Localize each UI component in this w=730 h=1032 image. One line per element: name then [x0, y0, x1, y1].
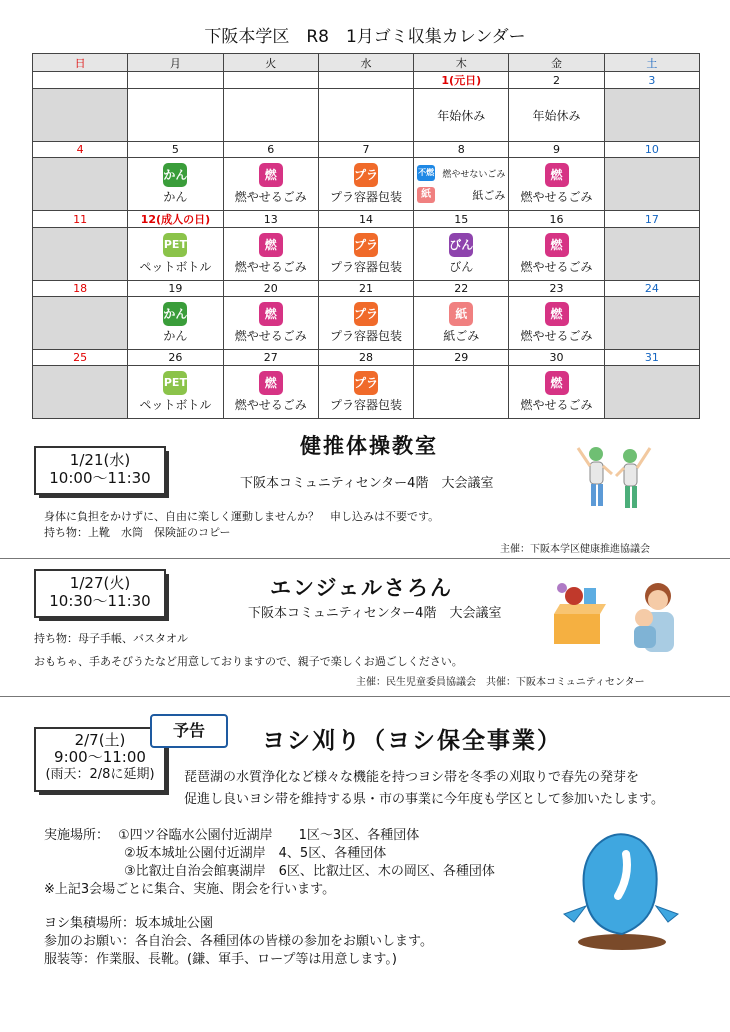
- collection-cell: [128, 366, 223, 419]
- date-cell: 21: [318, 281, 413, 297]
- event2-description: おもちゃ、手あそびうたなど用意しておりますので、親子で楽しくお過ごしください。: [34, 655, 463, 668]
- empty-cell: [604, 366, 699, 419]
- collection-cell: [223, 228, 318, 281]
- plastic-icon: プラ: [354, 302, 378, 326]
- weekday-sun: 日: [33, 54, 128, 72]
- date-cell: 31: [604, 350, 699, 366]
- collection-label: ペットボトル: [139, 398, 212, 412]
- date-cell: 17: [604, 211, 699, 228]
- date-cell: 11: [33, 211, 128, 228]
- date-cell: 3: [604, 72, 699, 89]
- collection-cell: [414, 89, 509, 142]
- empty-cell: [33, 158, 128, 211]
- event1-bring: 持ち物：上靴 水筒 保険証のコピー: [44, 526, 231, 539]
- date-cell: [33, 72, 128, 89]
- weekday-fri: 金: [509, 54, 604, 72]
- venue-item: ③比叡辻自治会館裏湖岸 6区、比叡辻区、木の岡区、各種団体: [124, 864, 495, 879]
- collection-label: かん: [163, 190, 188, 204]
- date-cell: 23: [509, 281, 604, 297]
- empty-cell: [604, 228, 699, 281]
- event2-date: 1/27(火): [69, 574, 131, 592]
- date-cell: 7: [318, 142, 413, 158]
- date-cell: 15: [414, 211, 509, 228]
- collection-label: かん: [163, 329, 188, 343]
- collection-cell: [223, 297, 318, 350]
- empty-cell: [414, 366, 509, 419]
- page-title: 下阪本学区 R8 1月ゴミ収集カレンダー: [204, 27, 526, 47]
- weekday-thu: 木: [414, 54, 509, 72]
- pet-bottle-icon: PET: [163, 233, 187, 257]
- collection-cell: [318, 228, 413, 281]
- event1-description: 身体に負担をかけずに、自由に楽しく運動しませんか？ 申し込みは不要です。: [44, 510, 440, 523]
- burnable-icon: 燃: [545, 163, 569, 187]
- collection-label: 紙ごみ: [472, 189, 506, 202]
- collection-cell: [509, 89, 604, 142]
- collection-cell: [128, 297, 223, 350]
- event2-host: 主催：民生児童委員協議会 共催：下阪本コミュニティセンター: [356, 677, 645, 688]
- section-divider: [0, 696, 730, 697]
- collection-cell: [509, 228, 604, 281]
- date-cell: 19: [128, 281, 223, 297]
- weekday-wed: 水: [318, 54, 413, 72]
- date-cell: [318, 72, 413, 89]
- date-cell: 20: [223, 281, 318, 297]
- plastic-icon: プラ: [354, 163, 378, 187]
- non-burnable-icon: 不燃: [417, 165, 435, 181]
- can-icon: かん: [163, 302, 187, 326]
- event2-datetime-box: [34, 569, 166, 618]
- event1-title: 健推体操教室: [300, 434, 438, 458]
- collection-cell: [128, 228, 223, 281]
- event3-rain-date: (雨天：2/8に延期): [45, 767, 155, 782]
- collection-label: 燃やせるごみ: [234, 190, 307, 204]
- event2-title: エンジェルさろん: [270, 576, 454, 600]
- collection-label: プラ容器包装: [329, 329, 402, 343]
- exercise-illustration: [572, 440, 656, 512]
- date-cell: 5: [128, 142, 223, 158]
- plastic-icon: プラ: [354, 233, 378, 257]
- date-cell: 24: [604, 281, 699, 297]
- event3-title: ヨシ刈り（ヨシ保全事業）: [262, 728, 562, 754]
- burnable-icon: 燃: [259, 302, 283, 326]
- venue-item: ①四ツ谷臨水公園付近湖岸 1区～3区、各種団体: [118, 828, 420, 843]
- collection-cell: [223, 158, 318, 211]
- collection-label: 燃やせるごみ: [520, 398, 593, 412]
- paper-icon: 紙: [417, 187, 435, 203]
- event1-time: 10:00～11:30: [49, 469, 151, 487]
- collection-cell: [318, 297, 413, 350]
- participation-request: 参加のお願い：各自治会、各種団体の皆様の参加をお願いします。: [44, 934, 433, 949]
- date-cell: 4: [33, 142, 128, 158]
- date-cell: [128, 72, 223, 89]
- burnable-icon: 燃: [259, 371, 283, 395]
- plastic-icon: プラ: [354, 371, 378, 395]
- collection-label: 燃やせるごみ: [520, 329, 593, 343]
- date-cell: 22: [414, 281, 509, 297]
- date-cell: 26: [128, 350, 223, 366]
- collection-label: プラ容器包装: [329, 260, 402, 274]
- pet-bottle-icon: PET: [163, 371, 187, 395]
- collection-cell: [414, 228, 509, 281]
- collection-cell: [318, 366, 413, 419]
- venue-note: ※上記3会場ごとに集合、実施、閉会を行います。: [44, 882, 336, 897]
- collection-cell: [223, 366, 318, 419]
- event3-desc-line1: 琵琶湖の水質浄化など様々な機能を持つヨシ帯を冬季の刈取りで春先の発芽を: [184, 770, 640, 785]
- date-cell-holiday: 12(成人の日): [128, 211, 223, 228]
- bottle-icon: びん: [449, 233, 473, 257]
- empty-cell: [33, 297, 128, 350]
- can-icon: かん: [163, 163, 187, 187]
- event1-place: 下阪本コミュニティセンター4階 大会議室: [240, 476, 494, 491]
- collection-label: びん: [449, 260, 474, 274]
- new-year-holiday-label: 年始休み: [437, 108, 486, 123]
- empty-cell: [318, 89, 413, 142]
- collection-label: 燃やせないごみ: [442, 169, 506, 180]
- event1-date: 1/21(水): [69, 451, 131, 469]
- weekday-tue: 火: [223, 54, 318, 72]
- date-cell: 10: [604, 142, 699, 158]
- collection-cell: [509, 366, 604, 419]
- collection-yard: ヨシ集積場所：坂本城址公園: [44, 916, 214, 931]
- event3-date: 2/7(土): [74, 731, 126, 749]
- empty-cell: [223, 89, 318, 142]
- burnable-icon: 燃: [545, 302, 569, 326]
- paper-icon: 紙: [449, 302, 473, 326]
- date-cell: 6: [223, 142, 318, 158]
- date-cell: 25: [33, 350, 128, 366]
- venue-label: 実施場所：: [44, 828, 110, 843]
- empty-cell: [33, 89, 128, 142]
- burnable-icon: 燃: [259, 163, 283, 187]
- burnable-icon: 燃: [545, 371, 569, 395]
- empty-cell: [604, 158, 699, 211]
- date-cell: 13: [223, 211, 318, 228]
- section-divider: [0, 558, 730, 559]
- empty-cell: [128, 89, 223, 142]
- collection-label: 燃やせるごみ: [520, 260, 593, 274]
- clothing-info: 服装等：作業服、長靴。(鎌、軍手、ロープ等は用意します。): [44, 952, 397, 967]
- date-cell: 14: [318, 211, 413, 228]
- weekday-mon: 月: [128, 54, 223, 72]
- collection-cell: [414, 158, 509, 211]
- date-cell: 16: [509, 211, 604, 228]
- collection-cell: [318, 158, 413, 211]
- date-cell: 28: [318, 350, 413, 366]
- event1-host: 主催：下阪本学区健康推進協議会: [500, 544, 650, 555]
- venue-item: ②坂本城址公園付近湖岸 4、5区、各種団体: [124, 846, 387, 861]
- notice-badge: 予告: [150, 714, 228, 748]
- burnable-icon: 燃: [545, 233, 569, 257]
- empty-cell: [604, 297, 699, 350]
- weekday-header-row: [33, 54, 700, 72]
- event3-time: 9:00～11:00: [54, 748, 146, 766]
- date-cell: 8: [414, 142, 509, 158]
- event3-desc-line2: 促進し良いヨシ帯を維持する県・市の事業に今年度も学区として参加いたします。: [184, 792, 664, 807]
- date-cell: [223, 72, 318, 89]
- date-cell: 2: [509, 72, 604, 89]
- burnable-icon: 燃: [259, 233, 283, 257]
- date-cell-holiday: 1(元日): [414, 72, 509, 89]
- collection-label: 燃やせるごみ: [520, 190, 593, 204]
- date-cell: 30: [509, 350, 604, 366]
- date-cell: 18: [33, 281, 128, 297]
- collection-label: 燃やせるごみ: [234, 398, 307, 412]
- collection-label: 紙ごみ: [443, 329, 480, 343]
- date-cell: 29: [414, 350, 509, 366]
- event2-place: 下阪本コミュニティセンター4階 大会議室: [248, 606, 502, 621]
- date-cell: 27: [223, 350, 318, 366]
- collection-cell: [414, 297, 509, 350]
- mascot-illustration: [556, 826, 684, 956]
- event2-bring: 持ち物：母子手帳、バスタオル: [34, 632, 188, 645]
- collection-label: 燃やせるごみ: [234, 260, 307, 274]
- collection-label: プラ容器包装: [329, 190, 402, 204]
- collection-cell: [509, 158, 604, 211]
- collection-label: ペットボトル: [139, 260, 212, 274]
- toys-and-parent-illustration: [546, 574, 690, 660]
- empty-cell: [33, 366, 128, 419]
- event3-datetime-box: [34, 727, 166, 792]
- garbage-calendar: [32, 53, 700, 419]
- collection-label: 燃やせるごみ: [234, 329, 307, 343]
- collection-cell: [509, 297, 604, 350]
- event1-datetime-box: [34, 446, 166, 495]
- empty-cell: [33, 228, 128, 281]
- date-cell: 9: [509, 142, 604, 158]
- new-year-holiday-label: 年始休み: [532, 108, 581, 123]
- empty-cell: [604, 89, 699, 142]
- event2-time: 10:30～11:30: [49, 592, 151, 610]
- collection-cell: [128, 158, 223, 211]
- weekday-sat: 土: [604, 54, 699, 72]
- collection-label: プラ容器包装: [329, 398, 402, 412]
